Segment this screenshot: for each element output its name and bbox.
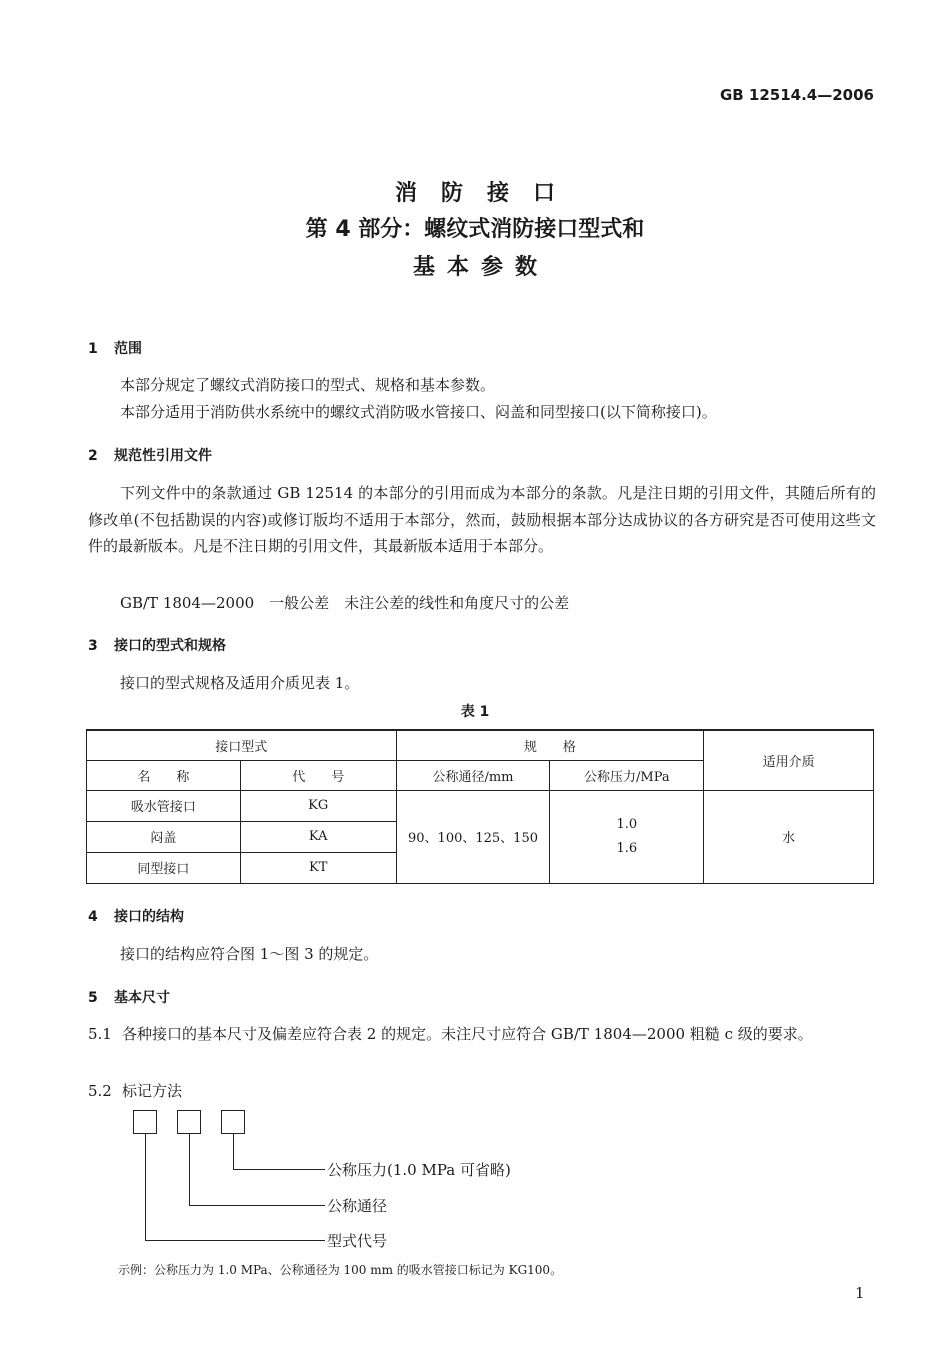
cell-name: 同型接口 bbox=[87, 852, 241, 883]
section-title: 接口的型式和规格 bbox=[114, 638, 226, 654]
section-number: 2 bbox=[88, 448, 98, 464]
section-3-paragraph: 接口的型式规格及适用介质见表 1。 bbox=[120, 674, 360, 692]
cell-code: KG bbox=[240, 790, 396, 821]
standard-number: GB 12514.4—2006 bbox=[719, 86, 874, 104]
leader-line bbox=[189, 1205, 325, 1206]
header-name: 名 称 bbox=[87, 760, 241, 790]
leader-line bbox=[145, 1240, 325, 1241]
leader-line bbox=[233, 1169, 325, 1170]
table-caption: 表 1 bbox=[460, 704, 490, 720]
cell-name: 闷盖 bbox=[87, 821, 241, 852]
normative-reference: GB/T 1804—2000 一般公差 未注公差的线性和角度尺寸的公差 bbox=[120, 594, 570, 612]
document-title-line-3: 基本参数 bbox=[412, 255, 549, 280]
header-pressure: 公称压力/MPa bbox=[550, 760, 704, 790]
section-number: 4 bbox=[88, 909, 98, 925]
section-title: 接口的结构 bbox=[114, 909, 184, 925]
mark-label-diameter: 公称通径 bbox=[327, 1197, 388, 1215]
leader-line bbox=[145, 1134, 146, 1241]
section-1-paragraph-2: 本部分适用于消防供水系统中的螺纹式消防吸水管接口、闷盖和同型接口(以下简称接口)。 bbox=[120, 403, 717, 421]
section-number: 1 bbox=[88, 341, 98, 357]
document-title-line-1: 消防接口 bbox=[394, 181, 579, 206]
header-diameter: 公称通径/mm bbox=[396, 760, 550, 790]
cell-code: KA bbox=[240, 821, 396, 852]
mark-box-diameter bbox=[177, 1110, 201, 1134]
cell-name: 吸水管接口 bbox=[87, 790, 241, 821]
section-number: 5 bbox=[88, 990, 98, 1006]
mark-label-pressure: 公称压力(1.0 MPa 可省略) bbox=[327, 1161, 511, 1179]
clause-number: 5.2 bbox=[88, 1082, 112, 1100]
header-spec: 规 格 bbox=[396, 730, 704, 760]
header-code: 代 号 bbox=[240, 760, 396, 790]
section-4-paragraph: 接口的结构应符合图 1～图 3 的规定。 bbox=[120, 945, 379, 963]
cell-medium: 水 bbox=[704, 790, 874, 883]
cell-diameters: 90、100、125、150 bbox=[396, 790, 550, 883]
leader-line bbox=[189, 1134, 190, 1206]
section-2-paragraph: 下列文件中的条款通过 GB 12514 的本部分的引用而成为本部分的条款。凡是注日期的引用文件，其随后所有的修改单(不包括勘误的内容)或修订版均不适用于本部分，然而，鼓励根据本部分达成协议的各方研究是否可使用这些文件的最新版本。凡是不注日期的引用文件，其最新版本适用于本部分。 bbox=[88, 484, 876, 555]
section-title: 范围 bbox=[114, 341, 142, 357]
mark-label-type: 型式代号 bbox=[327, 1232, 388, 1250]
clause-number: 5.1 bbox=[88, 1025, 112, 1043]
document-title-line-2: 第 4 部分：螺纹式消防接口型式和 bbox=[305, 217, 645, 242]
mark-box-type bbox=[133, 1110, 157, 1134]
section-title: 基本尺寸 bbox=[114, 990, 170, 1006]
cell-code: KT bbox=[240, 852, 396, 883]
section-1-paragraph-1: 本部分规定了螺纹式消防接口的型式、规格和基本参数。 bbox=[120, 376, 496, 394]
page-number: 1 bbox=[855, 1284, 865, 1302]
mark-box-pressure bbox=[221, 1110, 245, 1134]
section-number: 3 bbox=[88, 638, 98, 654]
clause-text: 各种接口的基本尺寸及偏差应符合表 2 的规定。未注尺寸应符合 GB/T 1804—2000 粗糙 c 级的要求。 bbox=[122, 1025, 813, 1043]
leader-line bbox=[233, 1134, 234, 1170]
header-interface-type: 接口型式 bbox=[87, 730, 397, 760]
pressure-value: 1.6 bbox=[616, 840, 638, 856]
clause-title: 标记方法 bbox=[122, 1082, 183, 1100]
marking-example: 示例：公称压力为 1.0 MPa、公称通径为 100 mm 的吸水管接口标记为 KG100。 bbox=[118, 1263, 563, 1277]
header-medium: 适用介质 bbox=[704, 730, 874, 790]
pressure-value: 1.0 bbox=[616, 816, 638, 832]
section-title: 规范性引用文件 bbox=[114, 448, 212, 464]
